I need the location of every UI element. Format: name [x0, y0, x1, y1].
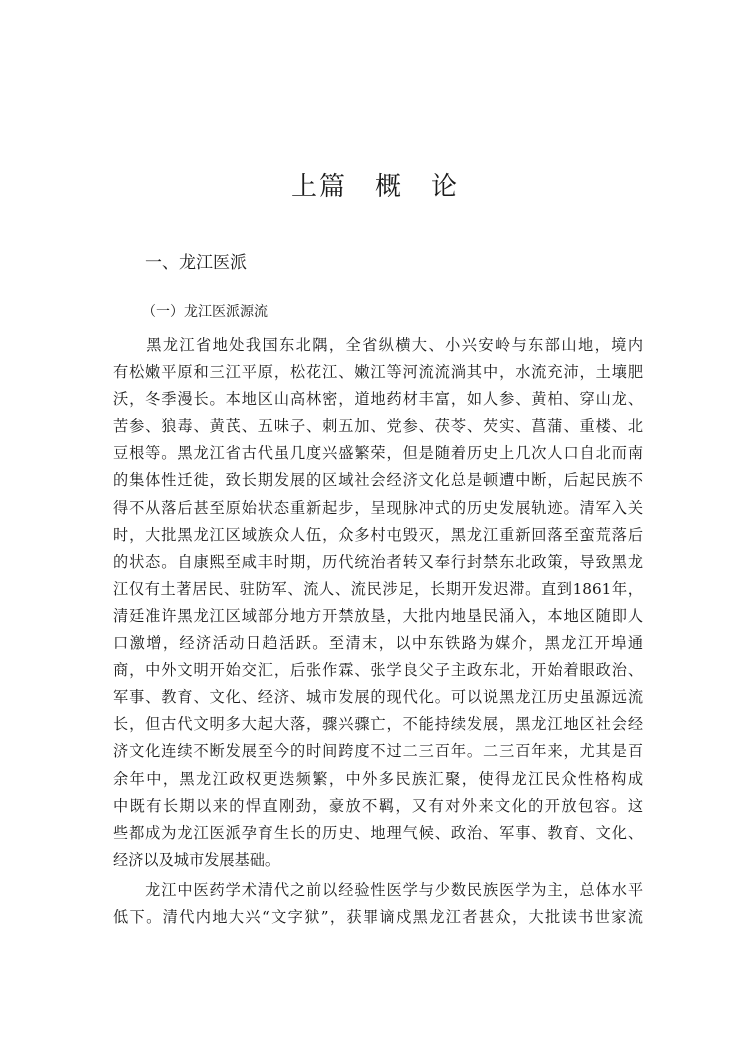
text-line: 济文化连续不断发展至今的时间跨度不过二三百年。二三百年来，尤其是百	[113, 742, 643, 761]
text-line: 口激增，经济活动日趋活跃。至清末，以中东铁路为媒介，黑龙江开埠通	[113, 634, 643, 653]
text-line: 长，但古代文明多大起大落，骤兴骤亡，不能持续发展，黑龙江地区社会经	[113, 715, 643, 734]
text-line: 沃，冬季漫长。本地区山高林密，道地药材丰富，如人参、黄柏、穿山龙、	[113, 390, 643, 409]
chapter-title: 上篇 概 论	[290, 172, 459, 202]
text-line: 豆根等。黑龙江省古代虽几度兴盛繁荣，但是随着历史上几次人口自北而南	[113, 444, 643, 463]
text-line: 经济以及城市发展基础。	[113, 850, 281, 869]
text-line: 的集体性迁徙，致长期发展的区域社会经济文化总是顿遭中断，后起民族不	[113, 471, 643, 490]
text-line: 的状态。自康熙至咸丰时期，历代统治者转又奉行封禁东北政策，导致黑龙	[113, 552, 643, 571]
text-line: 苦参、狼毒、黄芪、五味子、刺五加、党参、茯苓、芡实、菖蒲、重楼、北	[113, 417, 643, 436]
paragraph-1	[113, 332, 643, 874]
text-line: 中既有长期以来的悍直刚劲，豪放不羁，又有对外来文化的开放包容。这	[113, 796, 643, 815]
text-line: 商，中外文明开始交汇，后张作霖、张学良父子主政东北，开始着眼政治、	[113, 661, 643, 680]
text-line: 龙江中医药学术清代之前以经验性医学与少数民族医学为主，总体水平	[113, 881, 643, 899]
section-heading: 一、龙江医派	[145, 253, 247, 273]
text-line: 江仅有土著居民、驻防军、流人、流民涉足，长期开发迟滞。直到1861年，	[113, 579, 643, 598]
text-line: 些都成为龙江医派孕育生长的历史、地理气候、政治、军事、教育、文化、	[113, 823, 643, 842]
text-line: 军事、教育、文化、经济、城市发展的现代化。可以说黑龙江历史虽源远流	[113, 688, 643, 707]
paragraph-2	[113, 877, 643, 931]
text-line: 黑龙江省地处我国东北隅，全省纵横大、小兴安岭与东部山地，境内	[113, 336, 643, 354]
subsection-heading: （一）龙江医派源流	[142, 304, 268, 320]
text-line: 时，大批黑龙江区域族众人伍，众多村屯毁灭，黑龙江重新回落至蛮荒落后	[113, 525, 643, 544]
text-line: 低下。清代内地大兴“文字狱”，获罪谪戍黑龙江者甚众，大批读书世家流	[113, 908, 643, 927]
text-line: 清廷准许黑龙江区域部分地方开禁放垦，大批内地垦民涌入，本地区随即人	[113, 606, 643, 625]
text-line: 得不从落后甚至原始状态重新起步，呈现脉冲式的历史发展轨迹。清军入关	[113, 498, 643, 517]
text-line: 余年中，黑龙江政权更迭频繁，中外多民族汇聚，使得龙江民众性格构成	[113, 769, 643, 788]
text-line: 有松嫩平原和三江平原，松花江、嫩江等河流流淌其中，水流充沛，土壤肥	[113, 363, 643, 382]
